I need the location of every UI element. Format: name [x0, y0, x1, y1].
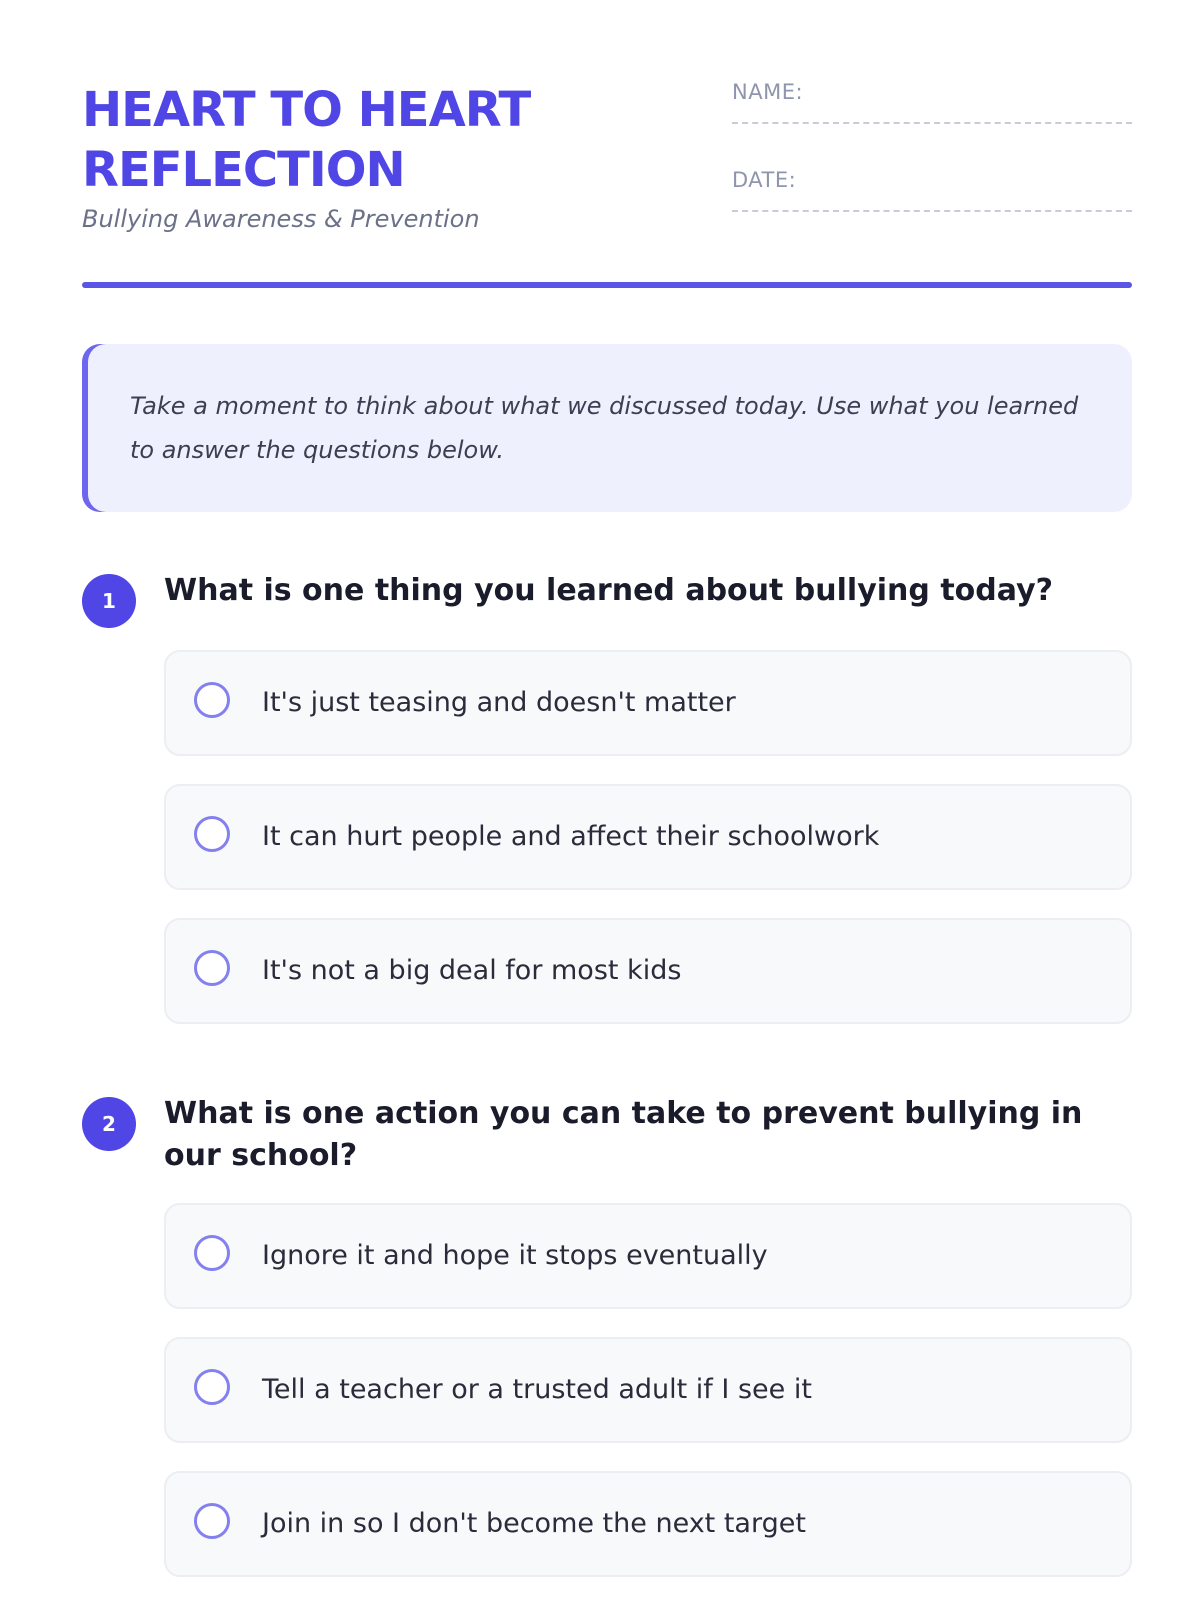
page-subtitle: Bullying Awareness & Prevention [82, 205, 480, 233]
answer-option[interactable] [164, 1203, 1132, 1309]
radio-unchecked-icon[interactable] [194, 1369, 230, 1405]
answer-option[interactable] [164, 1471, 1132, 1577]
question-number-badge: 1 [82, 574, 136, 628]
question-text: What is one thing you learned about bullying today? [164, 573, 1054, 608]
name-input-line[interactable] [732, 122, 1132, 124]
date-label: DATE: [732, 168, 797, 192]
question-text: What is one action you can take to prevent bullying in our school? [164, 1096, 1083, 1173]
name-label: NAME: [732, 80, 804, 104]
answer-option-label: Ignore it and hope it stops eventually [262, 1240, 768, 1271]
answer-option-label: Tell a teacher or a trusted adult if I see it [262, 1374, 812, 1405]
page-title: HEART TO HEART REFLECTION [82, 82, 531, 198]
answer-option[interactable] [164, 650, 1132, 756]
header [82, 0, 1132, 285]
worksheet-page [82, 0, 1132, 1539]
answer-option-label: It's not a big deal for most kids [262, 955, 682, 986]
answer-option[interactable] [164, 784, 1132, 890]
name-field[interactable] [732, 80, 1132, 168]
answer-option-label: It's just teasing and doesn't matter [262, 687, 736, 718]
intro-text: Take a moment to think about what we discussed today. Use what you learned to answer the questions below. [130, 392, 1079, 464]
radio-unchecked-icon[interactable] [194, 682, 230, 718]
answer-option[interactable] [164, 918, 1132, 1024]
radio-unchecked-icon[interactable] [194, 816, 230, 852]
date-input-line[interactable] [732, 210, 1132, 212]
radio-unchecked-icon[interactable] [194, 1503, 230, 1539]
radio-unchecked-icon[interactable] [194, 950, 230, 986]
student-info [732, 80, 1132, 256]
date-field[interactable] [732, 168, 1132, 256]
question-number-badge: 2 [82, 1097, 136, 1151]
radio-unchecked-icon[interactable] [194, 1235, 230, 1271]
answer-option-label: It can hurt people and affect their schoolwork [262, 821, 880, 852]
answer-option[interactable] [164, 1337, 1132, 1443]
header-divider [82, 282, 1132, 288]
intro-callout [82, 344, 1132, 512]
answer-option-label: Join in so I don't become the next target [262, 1508, 806, 1539]
